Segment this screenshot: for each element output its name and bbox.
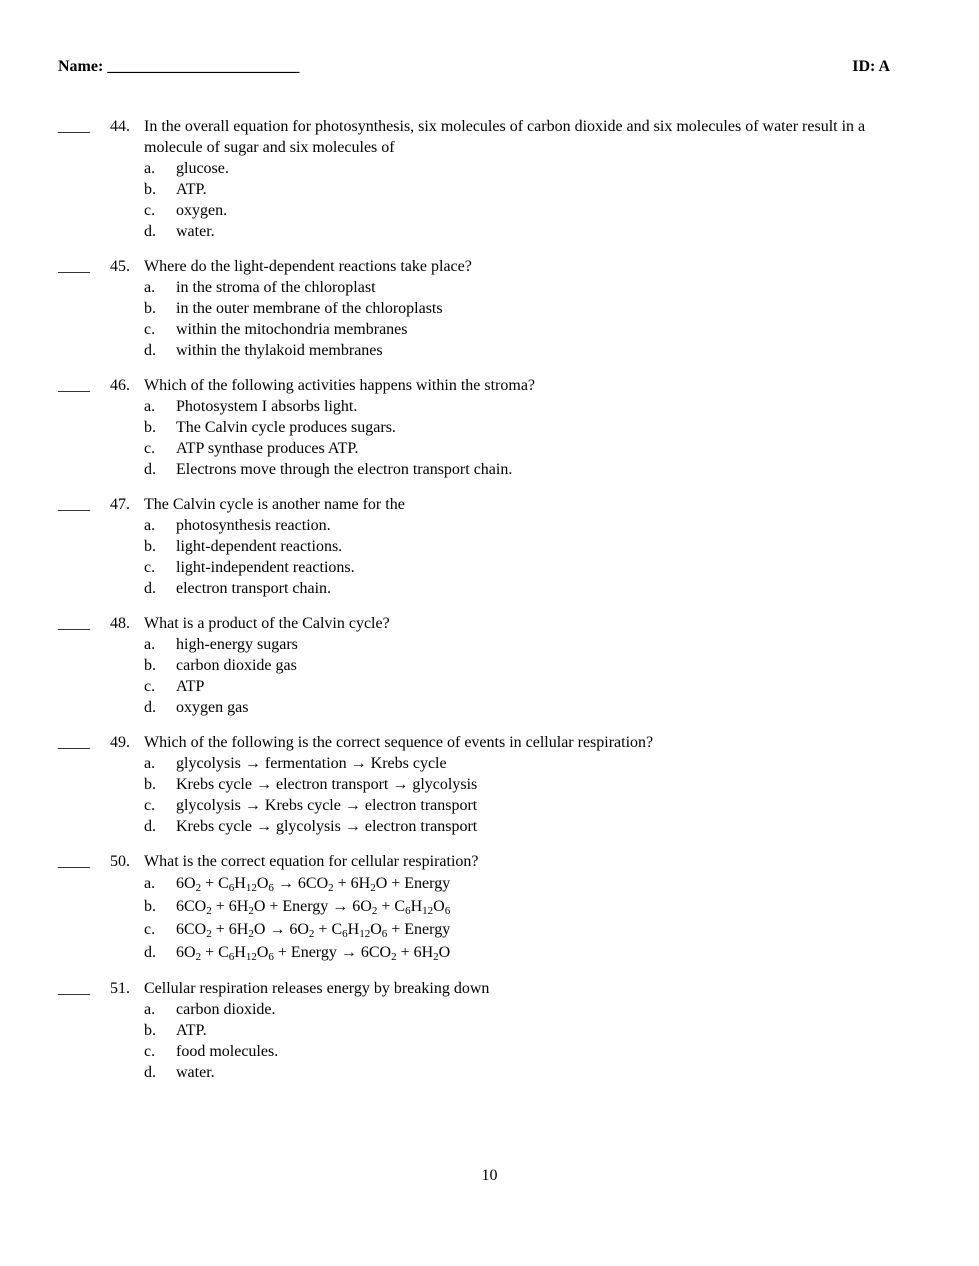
answer-option-a[interactable]: [0, 158, 979, 179]
option-label: c.: [144, 202, 156, 219]
question-stem: [0, 851, 979, 872]
id-label: ID: A: [852, 58, 890, 75]
option-equation: $6CO_2 + 6H_2O$ + Energy → $6O_2 + C_6H_{12}O_6$: [176, 898, 451, 917]
option-label: a.: [144, 517, 156, 534]
option-label: a.: [144, 398, 156, 415]
answer-option-d[interactable]: [0, 221, 979, 242]
question-number: 48.: [110, 615, 130, 632]
question-44: [0, 116, 979, 242]
option-text: oxygen gas: [176, 699, 249, 716]
option-text: light-dependent reactions.: [176, 538, 343, 555]
option-label: d.: [144, 944, 156, 961]
option-label: b.: [144, 419, 156, 436]
answer-option-d[interactable]: [0, 578, 979, 599]
option-label: c.: [144, 1043, 156, 1060]
answer-option-b[interactable]: [0, 895, 979, 918]
answer-option-b[interactable]: [0, 536, 979, 557]
option-label: b.: [144, 181, 156, 198]
option-text: ATP: [176, 678, 205, 695]
option-text: Krebs cycle → glycolysis → electron transport: [176, 818, 478, 835]
answer-blank[interactable]: ____: [58, 853, 90, 870]
question-text: Which of the following activities happens within the stroma?: [144, 377, 536, 394]
question-45: [0, 256, 979, 361]
option-label: b.: [144, 1022, 156, 1039]
option-label: b.: [144, 657, 156, 674]
answer-option-c[interactable]: [0, 1041, 979, 1062]
option-label: d.: [144, 580, 156, 597]
answer-option-b[interactable]: [0, 417, 979, 438]
option-text: water.: [176, 1064, 215, 1081]
answer-option-d[interactable]: [0, 459, 979, 480]
answer-option-c[interactable]: [0, 918, 979, 941]
option-text: Electrons move through the electron transport chain.: [176, 461, 513, 478]
option-text: ATP.: [176, 1022, 207, 1039]
option-text: glycolysis → fermentation → Krebs cycle: [176, 755, 447, 772]
option-label: a.: [144, 636, 156, 653]
option-label: d.: [144, 1064, 156, 1081]
answer-option-b[interactable]: [0, 655, 979, 676]
option-label: a.: [144, 875, 156, 892]
option-text: food molecules.: [176, 1043, 279, 1060]
option-equation: $6CO_2 + 6H_2O \to 6O_2 + C_6H_{12}O_6$ + Energy: [176, 921, 451, 940]
option-text: ATP synthase produces ATP.: [176, 440, 359, 457]
answer-option-a[interactable]: [0, 872, 979, 895]
answer-option-c[interactable]: [0, 438, 979, 459]
question-text: Cellular respiration releases energy by breaking down: [144, 980, 490, 997]
option-label: d.: [144, 461, 156, 478]
option-text: glycolysis → Krebs cycle → electron transport: [176, 797, 478, 814]
answer-option-d[interactable]: [0, 340, 979, 361]
option-text: light-independent reactions.: [176, 559, 355, 576]
option-text: electron transport chain.: [176, 580, 332, 597]
option-text: carbon dioxide gas: [176, 657, 297, 674]
answer-blank[interactable]: ____: [58, 118, 90, 135]
question-stem: [0, 732, 979, 753]
option-label: b.: [144, 300, 156, 317]
option-text: photosynthesis reaction.: [176, 517, 331, 534]
question-list: [0, 116, 979, 1097]
answer-option-d[interactable]: [0, 941, 979, 964]
answer-option-d[interactable]: [0, 816, 979, 837]
option-label: c.: [144, 440, 156, 457]
option-text: high-energy sugars: [176, 636, 298, 653]
question-text: What is a product of the Calvin cycle?: [144, 615, 390, 632]
question-51: [0, 978, 979, 1083]
option-text: carbon dioxide.: [176, 1001, 276, 1018]
option-equation: $6O_2 + C_6H_{12}O_6$ + Energy → $6CO_2 + 6H_2O$: [176, 944, 451, 963]
option-text: Photosystem I absorbs light.: [176, 398, 358, 415]
option-label: c.: [144, 921, 156, 938]
question-50: [0, 851, 979, 964]
name-field-label: Name: ________________________: [58, 58, 300, 75]
option-label: d.: [144, 699, 156, 716]
question-48: [0, 613, 979, 718]
answer-option-b[interactable]: [0, 774, 979, 795]
question-47: [0, 494, 979, 599]
question-number: 44.: [110, 118, 130, 135]
answer-blank[interactable]: ____: [58, 377, 90, 394]
answer-option-a[interactable]: [0, 999, 979, 1020]
option-text: The Calvin cycle produces sugars.: [176, 419, 396, 436]
question-stem: [0, 256, 979, 277]
option-text: Krebs cycle → electron transport → glycolysis: [176, 776, 478, 793]
answer-option-c[interactable]: [0, 200, 979, 221]
answer-option-d[interactable]: [0, 1062, 979, 1083]
answer-option-b[interactable]: [0, 179, 979, 200]
question-number: 45.: [110, 258, 130, 275]
answer-option-b[interactable]: [0, 298, 979, 319]
answer-option-a[interactable]: [0, 753, 979, 774]
option-label: a.: [144, 1001, 156, 1018]
option-label: b.: [144, 538, 156, 555]
option-equation: $6O_2 + C_6H_{12}O_6 \to 6CO_2 + 6H_2O$ + Energy: [176, 875, 451, 894]
page-header: [58, 58, 890, 80]
option-text: within the thylakoid membranes: [176, 342, 383, 359]
option-label: d.: [144, 342, 156, 359]
question-text: The Calvin cycle is another name for the: [144, 496, 405, 513]
option-label: a.: [144, 755, 156, 772]
question-46: [0, 375, 979, 480]
answer-blank[interactable]: ____: [58, 258, 90, 275]
answer-option-a[interactable]: [0, 515, 979, 536]
answer-option-d[interactable]: [0, 697, 979, 718]
answer-option-a[interactable]: [0, 396, 979, 417]
question-stem: [0, 494, 979, 515]
answer-blank[interactable]: ____: [58, 496, 90, 513]
option-label: b.: [144, 898, 156, 915]
option-text: water.: [176, 223, 215, 240]
question-text: Which of the following is the correct sequence of events in cellular respiration?: [144, 734, 654, 751]
option-label: c.: [144, 321, 156, 338]
question-49: [0, 732, 979, 837]
option-text: ATP.: [176, 181, 207, 198]
answer-blank[interactable]: ____: [58, 980, 90, 997]
option-text: glucose.: [176, 160, 229, 177]
option-label: d.: [144, 223, 156, 240]
answer-option-c[interactable]: [0, 795, 979, 816]
answer-option-a[interactable]: [0, 277, 979, 298]
question-number: 49.: [110, 734, 130, 751]
question-text: What is the correct equation for cellular respiration?: [144, 853, 479, 870]
answer-blank[interactable]: ____: [58, 734, 90, 751]
question-stem: [0, 116, 979, 137]
option-text: within the mitochondria membranes: [176, 321, 408, 338]
option-label: c.: [144, 559, 156, 576]
option-text: in the stroma of the chloroplast: [176, 279, 376, 296]
question-number: 46.: [110, 377, 130, 394]
question-number: 50.: [110, 853, 130, 870]
question-stem: [0, 375, 979, 396]
option-label: a.: [144, 160, 156, 177]
answer-option-a[interactable]: [0, 634, 979, 655]
answer-blank[interactable]: ____: [58, 615, 90, 632]
question-stem: [0, 613, 979, 634]
page-number: 10: [481, 1167, 498, 1184]
question-number: 51.: [110, 980, 130, 997]
answer-option-c[interactable]: [0, 676, 979, 697]
option-label: c.: [144, 797, 156, 814]
answer-option-b[interactable]: [0, 1020, 979, 1041]
option-label: b.: [144, 776, 156, 793]
question-text: Where do the light-dependent reactions take place?: [144, 258, 472, 275]
option-text: in the outer membrane of the chloroplasts: [176, 300, 443, 317]
answer-option-c[interactable]: [0, 557, 979, 578]
option-label: d.: [144, 818, 156, 835]
option-label: a.: [144, 279, 156, 296]
question-text: In the overall equation for photosynthesis, six molecules of carbon dioxide and six molecules of water result in a molecule of sugar and six molecules of: [144, 118, 866, 156]
question-stem: [0, 978, 979, 999]
answer-option-c[interactable]: [0, 319, 979, 340]
option-text: oxygen.: [176, 202, 228, 219]
option-label: c.: [144, 678, 156, 695]
question-number: 47.: [110, 496, 130, 513]
